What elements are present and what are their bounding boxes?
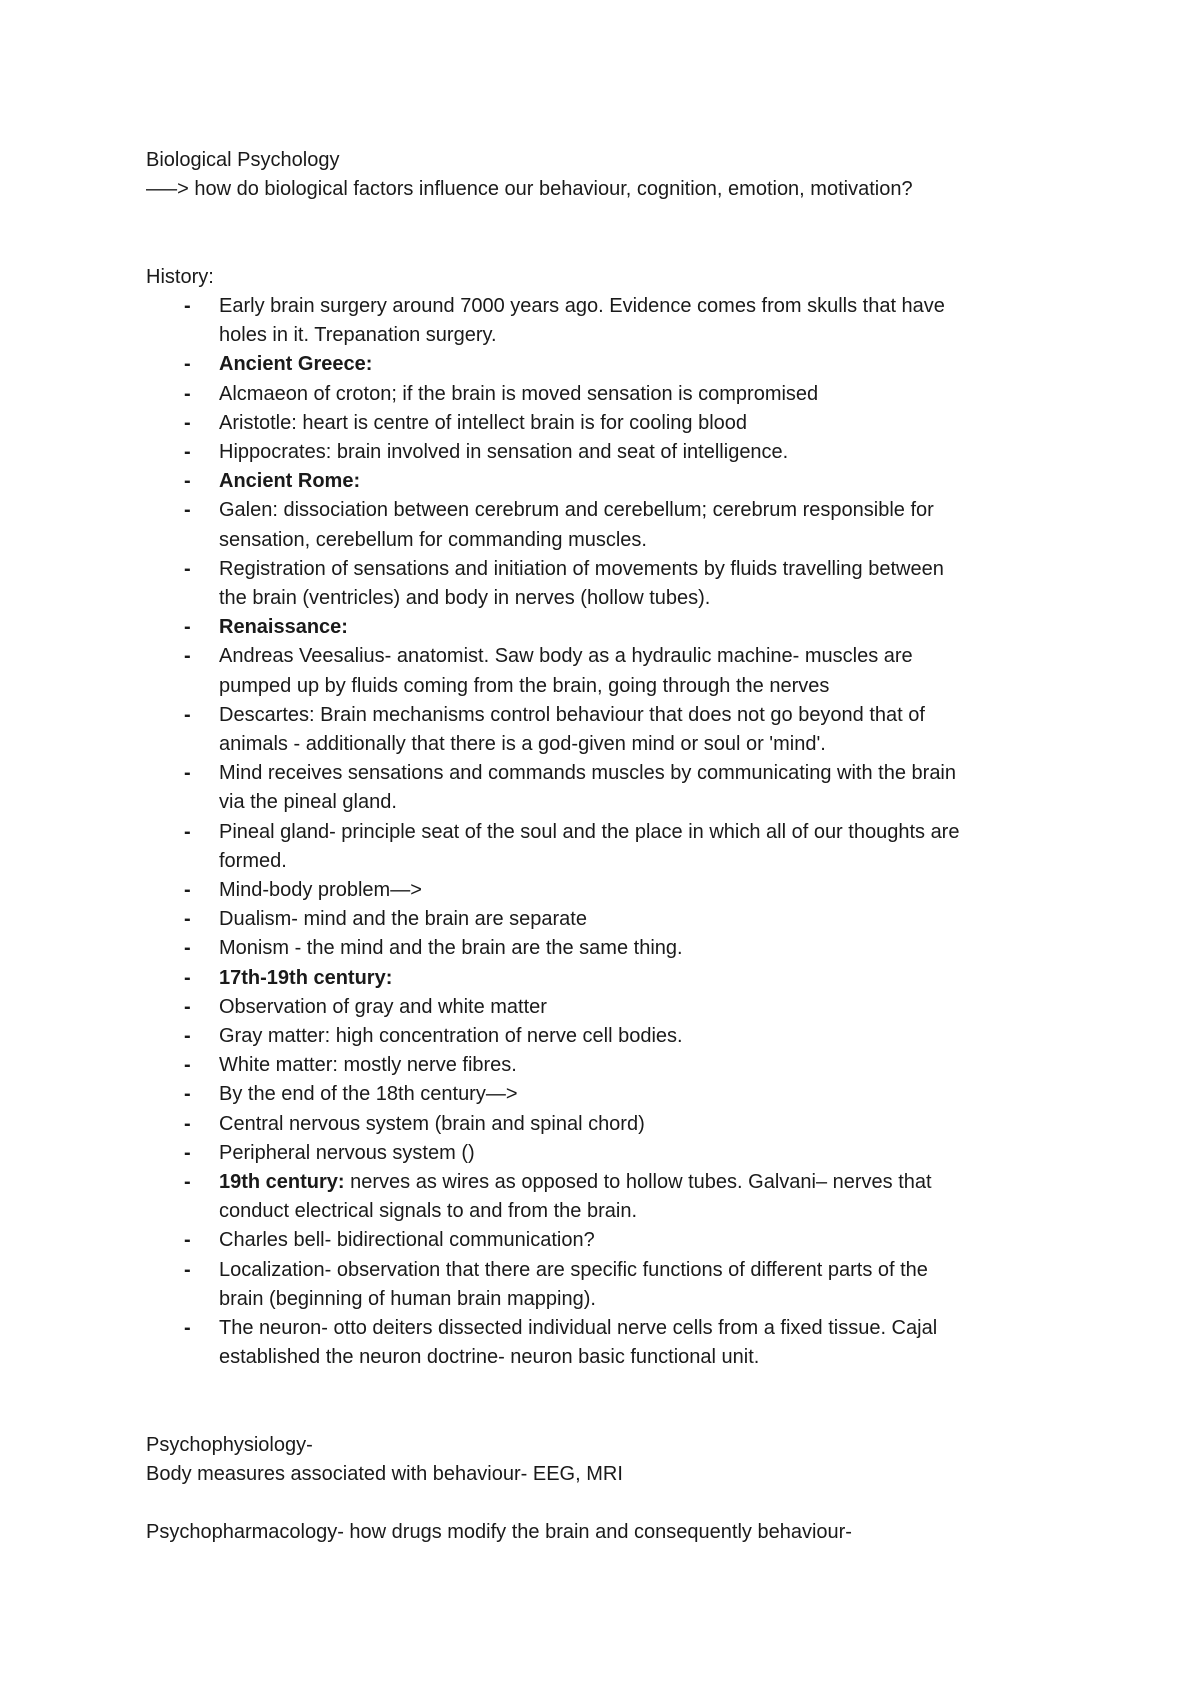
bullet-dash: - [184,879,191,902]
history-bullet-list [146,292,1066,1373]
bullet-text-line: Gray matter: high concentration of nerve cell bodies. [219,1025,683,1048]
history-bullet-item [146,292,1066,350]
bullet-dash: - [184,1258,191,1281]
bullet-text-line: Localization- observation that there are specific functions of different parts of the [219,1258,928,1281]
bullet-dash: - [184,353,191,376]
history-bullet-item [146,964,1066,993]
bullet-text-line: Andreas Veesalius- anatomist. Saw body as a hydraulic machine- muscles are [219,645,913,668]
bullet-text-line [219,467,1066,496]
history-bullet-item [146,876,1066,905]
bullet-dash: - [184,703,191,726]
bullet-text-line: Mind-body problem—> [219,879,422,902]
bullet-dash: - [184,1229,191,1252]
history-bullet-item [146,496,1066,554]
bullet-dash: - [184,411,191,434]
psychophysiology-text: Body measures associated with behaviour- EEG, MRI [146,1463,623,1486]
history-bullet-item [146,1051,1066,1080]
history-bullet-item [146,1168,1066,1226]
history-bullet-item [146,1226,1066,1255]
psychopharmacology-text: Psychopharmacology- how drugs modify the brain and consequently behaviour- [146,1521,852,1544]
document-body [146,146,1066,1548]
bullet-text-line: Peripheral nervous system () [219,1141,475,1164]
bullet-text-line [219,964,1066,993]
bullet-text-line: the brain (ventricles) and body in nerves (hollow tubes). [219,587,711,610]
bullet-text-line: Alcmaeon of croton; if the brain is moved sensation is compromised [219,382,819,405]
bullet-dash: - [184,557,191,580]
bullet-bold-heading: Renaissance: [219,616,348,639]
bullet-dash: - [184,1171,191,1194]
history-bullet-item [146,438,1066,467]
bullet-text-line: holes in it. Trepanation surgery. [219,324,497,347]
history-bullet-item [146,1080,1066,1109]
bullet-bold-heading: 19th century: [219,1171,345,1194]
bullet-dash: - [184,499,191,522]
bullet-text-line: Galen: dissociation between cerebrum and cerebellum; cerebrum responsible for [219,499,934,522]
history-bullet-item [146,1022,1066,1051]
bullet-text-line: Monism - the mind and the brain are the same thing. [219,937,683,960]
bullet-text-line: White matter: mostly nerve fibres. [219,1054,517,1077]
history-bullet-item [146,905,1066,934]
bullet-dash: - [184,616,191,639]
history-bullet-item [146,1139,1066,1168]
history-bullet-item [146,467,1066,496]
bullet-text-line: via the pineal gland. [219,791,397,814]
history-bullet-item [146,993,1066,1022]
history-bullet-item [146,701,1066,759]
bullet-dash: - [184,995,191,1018]
history-bullet-item [146,350,1066,379]
bullet-text-line: Dualism- mind and the brain are separate [219,908,587,931]
history-bullet-item [146,613,1066,642]
history-bullet-item [146,818,1066,876]
history-bullet-item [146,1314,1066,1372]
bullet-text-line: established the neuron doctrine- neuron basic functional unit. [219,1346,760,1369]
spacer [146,1402,1066,1431]
bullet-text-line: Descartes: Brain mechanisms control behaviour that does not go beyond that of [219,703,925,726]
history-heading: History: [146,265,214,288]
bullet-text-line: Central nervous system (brain and spinal chord) [219,1112,645,1135]
bullet-dash: - [184,1112,191,1135]
bullet-dash: - [184,382,191,405]
bullet-text-line: Pineal gland- principle seat of the soul and the place in which all of our thoughts are [219,820,960,843]
history-bullet-item [146,409,1066,438]
bullet-bold-heading: Ancient Greece: [219,353,373,376]
history-bullet-item [146,555,1066,613]
bullet-text-line: Mind receives sensations and commands muscles by communicating with the brain [219,762,957,785]
bullet-dash: - [184,1054,191,1077]
bullet-dash: - [184,1317,191,1340]
bullet-text-line: Hippocrates: brain involved in sensation and seat of intelligence. [219,441,789,463]
bullet-text-line [219,350,1066,379]
bullet-text-line: conduct electrical signals to and from the brain. [219,1200,637,1223]
bullet-dash: - [184,470,191,493]
bullet-dash: - [184,937,191,960]
document-title: Biological Psychology [146,149,340,171]
spacer [146,1373,1066,1402]
bullet-text-line: sensation, cerebellum for commanding muscles. [219,528,647,551]
spacer [146,234,1066,263]
bullet-text-line [219,613,1066,642]
bullet-text-line: Observation of gray and white matter [219,995,547,1018]
spacer [146,1489,1066,1518]
history-bullet-item [146,1110,1066,1139]
bullet-text-line [219,1168,1066,1197]
bullet-text-line: Charles bell- bidirectional communication? [219,1229,595,1252]
bullet-dash: - [184,441,191,463]
bullet-text-line: pumped up by fluids coming from the brain, going through the nerves [219,674,830,697]
bullet-bold-heading: 17th-19th century: [219,966,393,989]
bullet-text-line: animals - additionally that there is a god-given mind or soul or 'mind'. [219,733,826,756]
bullet-text-line: Early brain surgery around 7000 years ago. Evidence comes from skulls that have [219,294,945,317]
psychophysiology-heading: Psychophysiology- [146,1433,313,1456]
bullet-text-line: The neuron- otto deiters dissected individual nerve cells from a fixed tissue. Cajal [219,1317,938,1340]
document-subtitle: —–> how do biological factors influence our behaviour, cognition, emotion, motivation? [146,178,913,201]
bullet-text-segment: nerves as wires as opposed to hollow tubes. Galvani– nerves that [344,1171,932,1194]
bullet-dash: - [184,1025,191,1048]
history-bullet-item [146,759,1066,817]
bullet-text-line: Aristotle: heart is centre of intellect brain is for cooling blood [219,411,748,434]
bullet-text-line: brain (beginning of human brain mapping). [219,1287,596,1310]
bullet-dash: - [184,966,191,989]
bullet-dash: - [184,294,191,317]
bullet-dash: - [184,1083,191,1106]
history-bullet-item [146,934,1066,963]
bullet-dash: - [184,645,191,668]
bullet-dash: - [184,1141,191,1164]
bullet-text-line: By the end of the 18th century—> [219,1083,518,1106]
bullet-bold-heading: Ancient Rome: [219,470,361,493]
spacer [146,204,1066,233]
history-bullet-item [146,642,1066,700]
history-bullet-item [146,1256,1066,1314]
bullet-dash: - [184,908,191,931]
bullet-dash: - [184,762,191,785]
history-bullet-item [146,380,1066,409]
bullet-dash: - [184,820,191,843]
bullet-text-line: Registration of sensations and initiation of movements by fluids travelling between [219,557,944,580]
bullet-text-line: formed. [219,849,287,872]
